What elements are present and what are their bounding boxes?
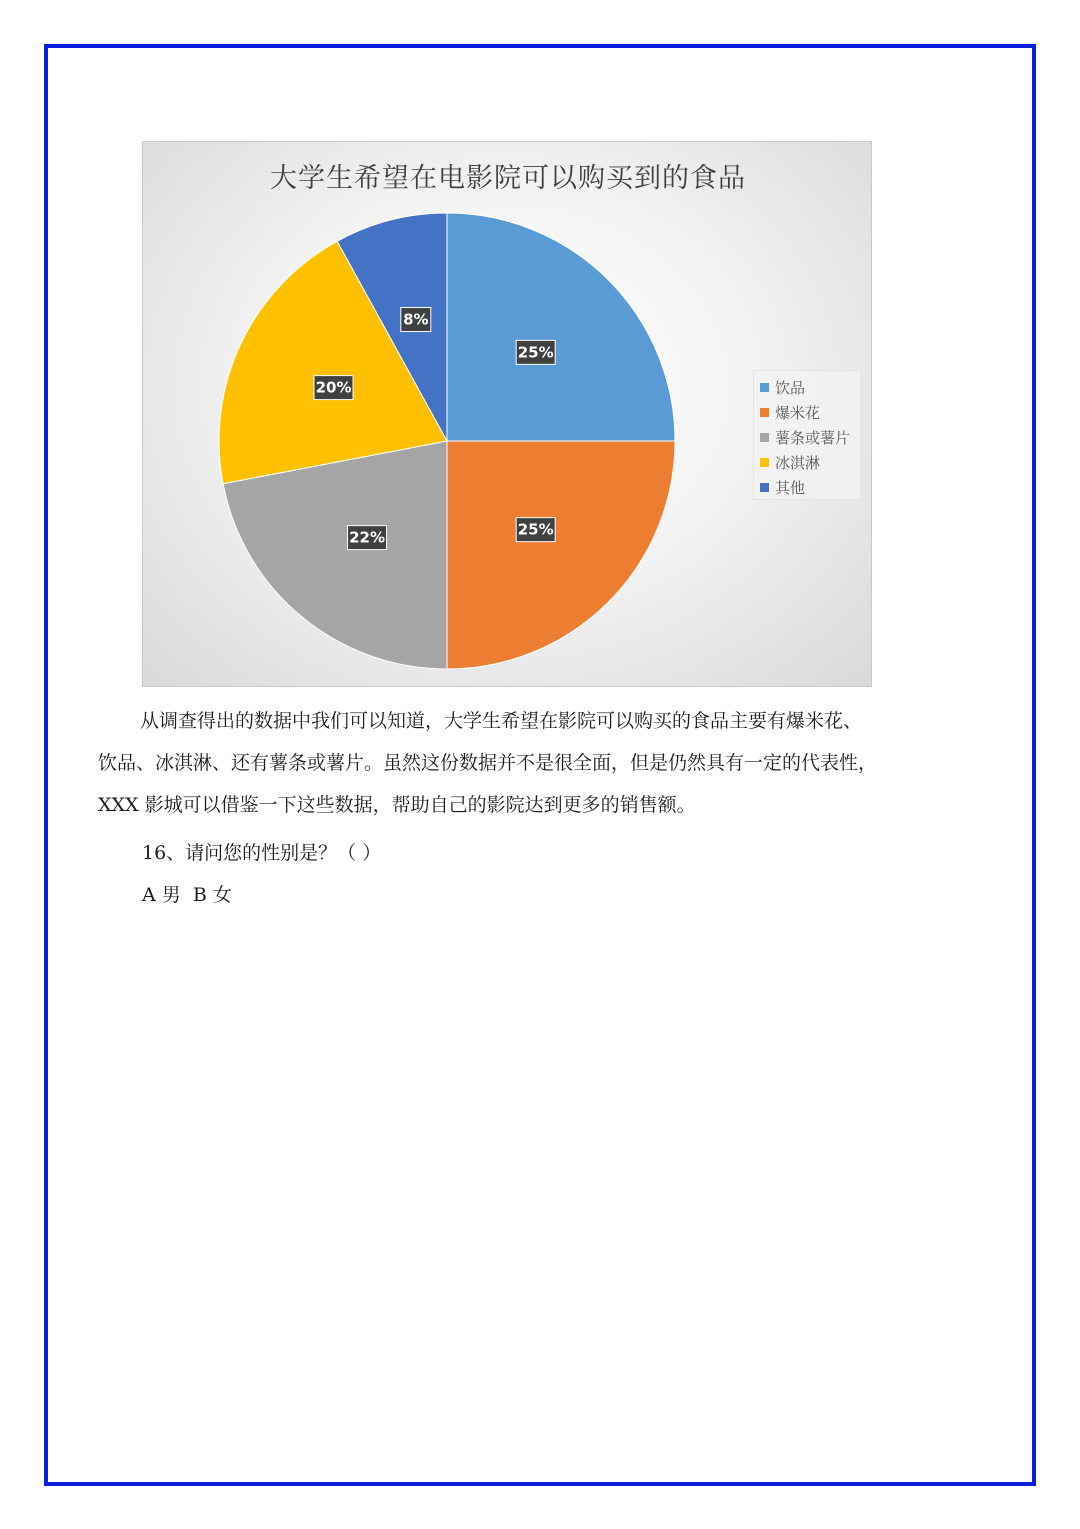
legend-swatch <box>760 383 769 392</box>
pie-slice-2 <box>447 441 675 669</box>
legend-item-4 <box>760 450 860 475</box>
svg-text:25%: 25% <box>517 343 554 362</box>
svg-text:22%: 22% <box>349 528 386 547</box>
svg-text:8%: 8% <box>403 310 429 329</box>
pie-slice-1 <box>447 213 675 441</box>
pie-chart <box>142 141 872 687</box>
question-options: A 男 B 女 <box>142 884 232 906</box>
paragraph-line-2: 饮品、冰淇淋、还有薯条或薯片。虽然这份数据并不是很全面，但是仍然具有一定的代表性， <box>98 752 878 774</box>
legend-label: 冰淇淋 <box>775 454 821 472</box>
data-label-3 <box>348 526 387 550</box>
legend-item-5 <box>760 475 860 500</box>
legend-label: 爆米花 <box>775 404 821 422</box>
legend-label: 其他 <box>775 479 806 497</box>
legend-swatch <box>760 483 769 492</box>
data-label-5 <box>401 308 431 332</box>
data-label-4 <box>314 376 353 400</box>
legend-item-1 <box>760 375 860 400</box>
svg-text:25%: 25% <box>517 520 554 539</box>
chart-legend <box>753 370 861 500</box>
legend-swatch <box>760 458 769 467</box>
legend-item-3 <box>760 425 860 450</box>
question-text: 16、请问您的性别是？（ ） <box>142 842 382 864</box>
legend-label: 饮品 <box>775 379 806 397</box>
legend-swatch <box>760 433 769 442</box>
paragraph-line-1: 从调查得出的数据中我们可以知道，大学生希望在影院可以购买的食品主要有爆米花、 <box>140 710 863 732</box>
legend-label: 薯条或薯片 <box>775 429 851 447</box>
paragraph-line-3: XXX 影城可以借鉴一下这些数据，帮助自己的影院达到更多的销售额。 <box>98 794 696 816</box>
svg-text:20%: 20% <box>315 378 352 397</box>
legend-item-2 <box>760 400 860 425</box>
chart-title: 大学生希望在电影院可以购买到的食品 <box>270 163 746 194</box>
data-label-1 <box>516 340 555 364</box>
legend-swatch <box>760 408 769 417</box>
data-label-2 <box>516 518 555 542</box>
analysis-paragraph <box>98 700 988 826</box>
